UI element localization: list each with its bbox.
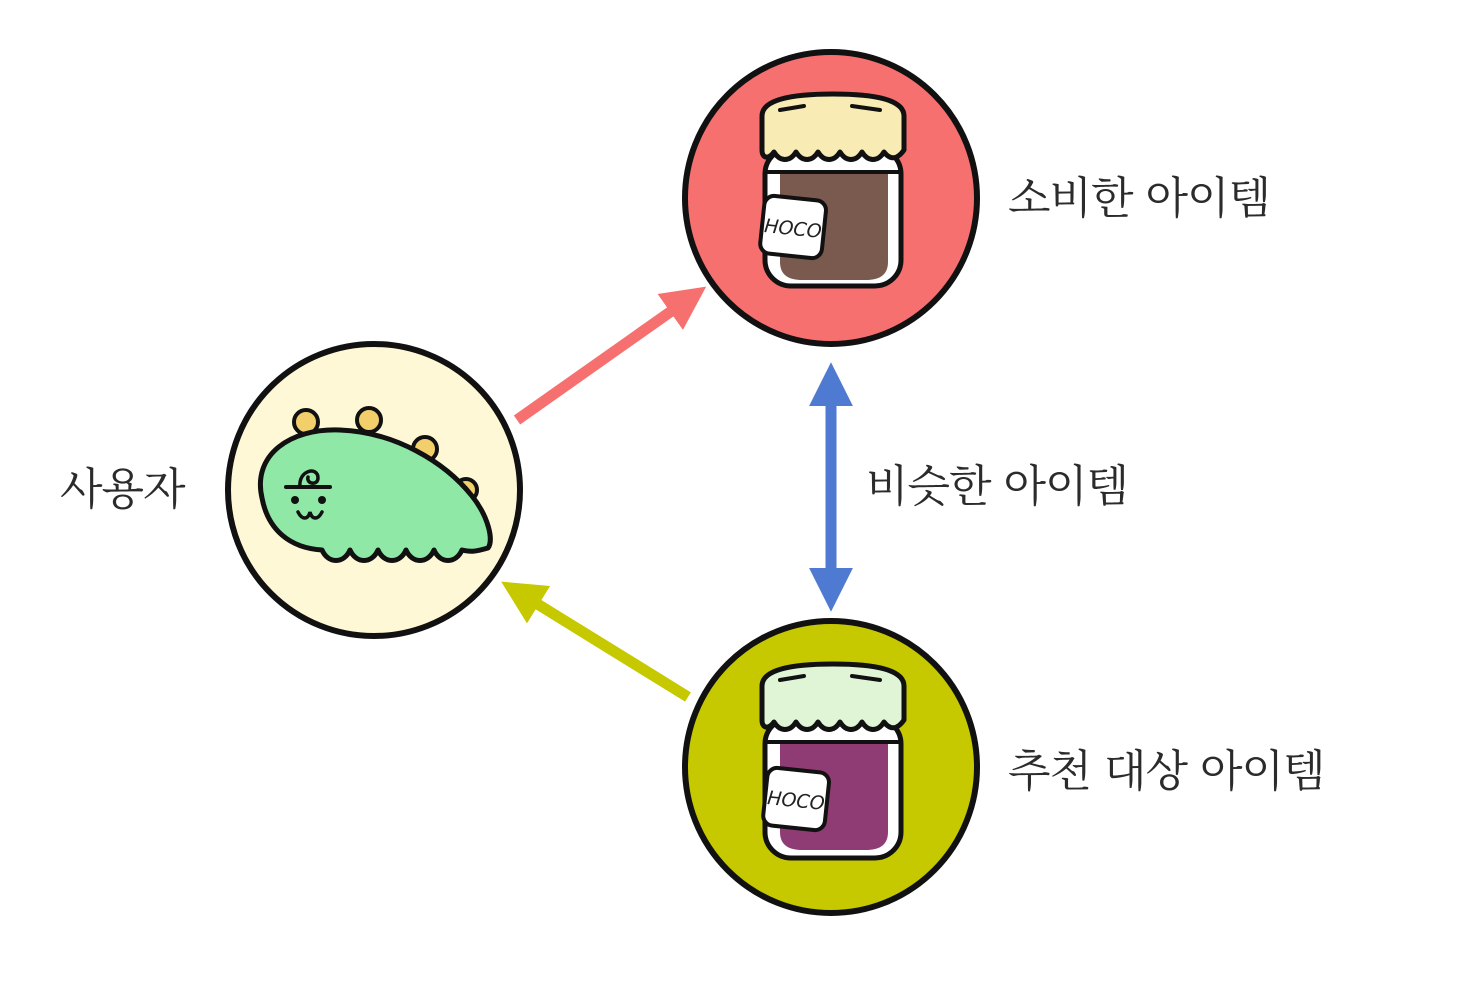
edge-user-to-consumed-arrow bbox=[517, 298, 690, 420]
jar-label-recommended: HOCO bbox=[766, 787, 826, 815]
jar-icon-recommended bbox=[762, 664, 904, 858]
user-label: 사용자 bbox=[60, 464, 185, 515]
node-user bbox=[228, 344, 520, 636]
edge-recommended-to-user-arrow bbox=[518, 592, 688, 697]
recommended-item-label: 추천 대상 아이템 bbox=[1008, 746, 1325, 797]
node-consumed-item bbox=[685, 52, 977, 344]
node-recommended-item bbox=[685, 621, 977, 913]
consumed-item-label: 소비한 아이템 bbox=[1008, 173, 1271, 224]
jar-icon-consumed bbox=[759, 94, 904, 286]
similar-items-label: 비슷한 아이템 bbox=[866, 461, 1129, 512]
jar-label-consumed: HOCO bbox=[763, 215, 823, 243]
